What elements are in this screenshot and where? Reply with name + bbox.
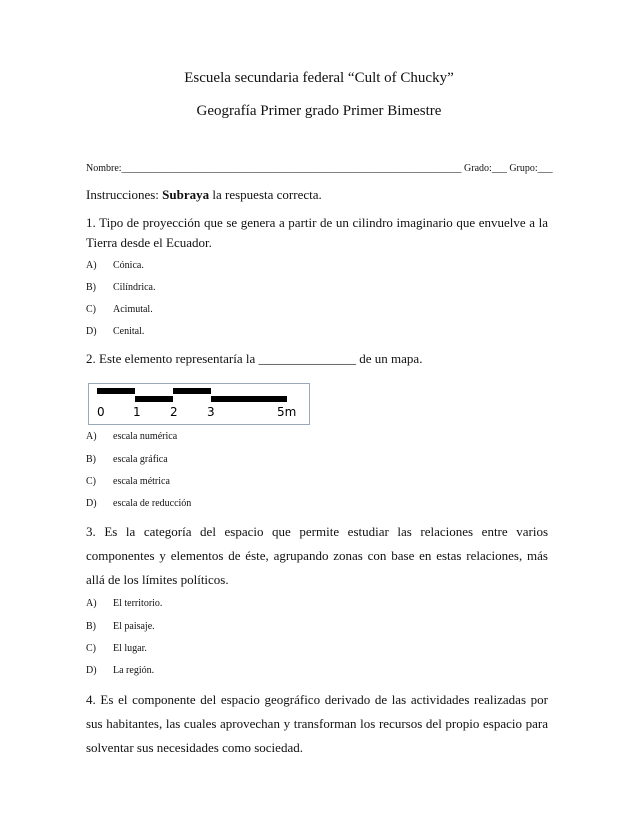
q3-option-text: El territorio. [113, 598, 163, 609]
q1-option-text: Cilíndrica. [113, 282, 156, 293]
q3-option-a [86, 598, 162, 609]
q1-option-d [86, 326, 144, 337]
scale-segment [211, 396, 287, 402]
q3-option-letter: C) [86, 643, 96, 654]
q3-option-letter: B) [86, 621, 96, 632]
scale-label: 2 [170, 405, 178, 419]
instructions-prefix: Instrucciones: [86, 187, 163, 202]
q2-option-letter: A) [86, 431, 97, 442]
q2-option-a [86, 431, 177, 442]
q1-option-letter: D) [86, 326, 97, 337]
q3-option-c [86, 643, 147, 654]
q2-option-text: escala gráfica [113, 454, 168, 465]
q1-option-text: Cónica. [113, 260, 144, 271]
q2-option-b [86, 454, 168, 465]
q2-option-c [86, 476, 170, 487]
q1-option-text: Cenital. [113, 326, 145, 337]
instructions-suffix: la respuesta correcta. [209, 187, 322, 202]
q2-option-d [86, 498, 191, 509]
q2-option-letter: B) [86, 454, 96, 465]
question-3: 3. Es la categoría del espacio que permite estudiar las relaciones entre varios componentes y elementos de éste, agrupando zonas con base en estas relaciones, más allá de los límites políticos. [86, 524, 548, 587]
q2-option-text: escala de reducción [113, 498, 192, 509]
q1-option-letter: C) [86, 304, 96, 315]
instructions [86, 187, 322, 203]
q3-option-b [86, 621, 155, 632]
scale-label: 1 [133, 405, 141, 419]
q2-option-letter: D) [86, 498, 97, 509]
q3-option-text: La región. [113, 665, 155, 676]
q3-option-text: El lugar. [113, 643, 147, 654]
q1-option-letter: A) [86, 260, 97, 271]
scale-label: 0 [97, 405, 105, 419]
student-info-line: Nombre:____________________________________________________________________ Grado:___ Grupo:___ [86, 163, 553, 174]
graphic-scale-bar [89, 384, 309, 424]
q2-option-text: escala numérica [113, 431, 178, 442]
q3-option-letter: A) [86, 598, 97, 609]
question-1: 1. Tipo de proyección que se genera a partir de un cilindro imaginario que envuelve a la Tierra desde el Ecuador. [86, 215, 548, 250]
q1-option-c [86, 304, 153, 315]
question-4: 4. Es el componente del espacio geográfico derivado de las actividades realizadas por sus habitantes, las cuales aprovechan y transforman los recursos del propio espacio para solventar sus necesidades como sociedad. [86, 692, 548, 755]
instructions-bold: Subraya [162, 187, 210, 202]
q3-option-letter: D) [86, 665, 97, 676]
course-subtitle: Geografía Primer grado Primer Bimestre [196, 103, 442, 119]
graphic-scale-image [88, 383, 310, 425]
q1-option-letter: B) [86, 282, 96, 293]
q1-option-text: Acimutal. [113, 304, 153, 315]
q1-option-b [86, 282, 156, 293]
scale-segment [135, 396, 173, 402]
q2-option-letter: C) [86, 476, 96, 487]
scale-label: 3 [207, 405, 215, 419]
scale-label: 5m [277, 405, 297, 419]
q3-option-d [86, 665, 154, 676]
question-2: 2. Este elemento representaría la _______________ de un mapa. [86, 351, 423, 366]
scale-segment [97, 388, 135, 394]
scale-segment [173, 388, 211, 394]
q3-option-text: El paisaje. [113, 621, 155, 632]
school-title: Escuela secundaria federal “Cult of Chucky” [184, 70, 454, 86]
q2-option-text: escala métrica [113, 476, 170, 487]
q1-option-a [86, 260, 144, 271]
